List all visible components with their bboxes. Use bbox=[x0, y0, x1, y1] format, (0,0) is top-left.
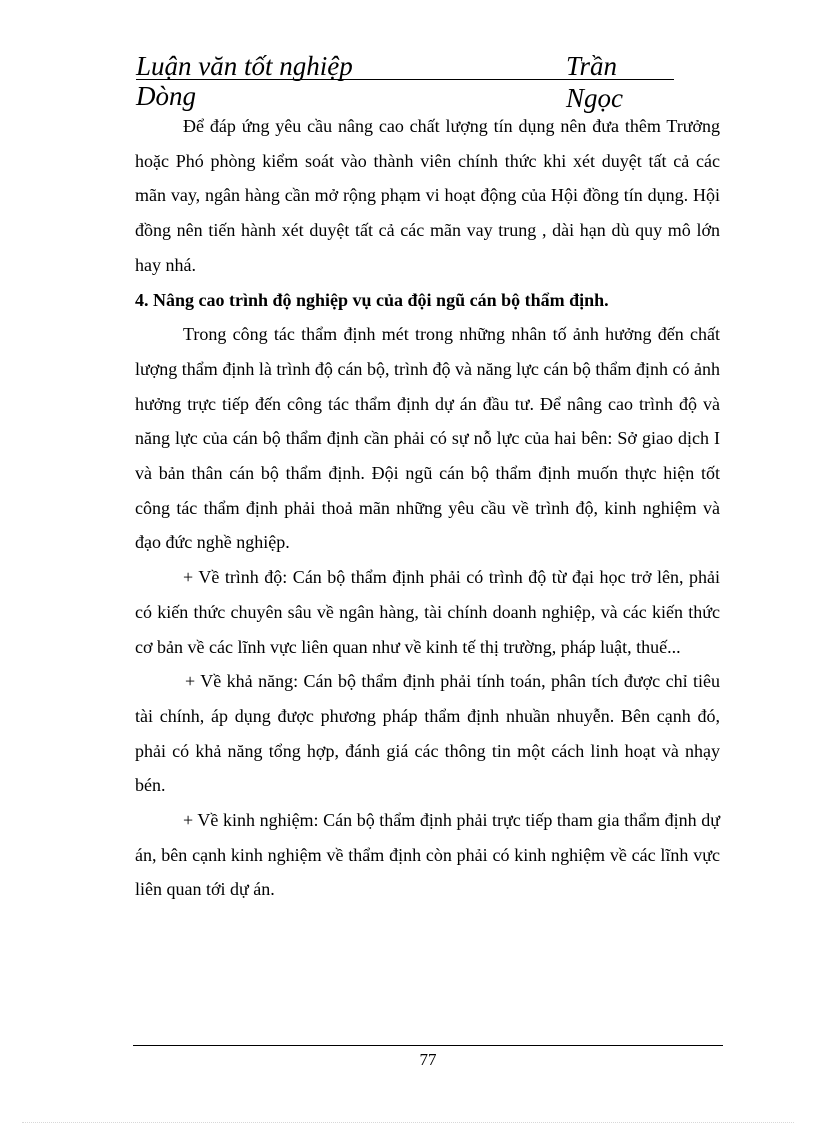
paragraph-ability: + Về khả năng: Cán bộ thẩm định phải tính toán, phân tích được chỉ tiêu tài chính, áp dụng được phương pháp thẩm định nhuần nhuyễn. Bên cạnh đó, phải có khả năng tổng hợp, đánh giá các thông tin một cách linh hoạt và nhạy bén. bbox=[135, 671, 720, 796]
document-body bbox=[135, 109, 720, 907]
page-number: 77 bbox=[419, 1050, 437, 1069]
header-rule bbox=[136, 79, 674, 80]
author-name-last: Dòng bbox=[136, 81, 196, 111]
thesis-title: Luận văn tốt nghiệp bbox=[136, 51, 353, 81]
paragraph-appraisal-staff: Trong công tác thẩm định mét trong những nhân tố ảnh hưởng đến chất lượng thẩm định là trình độ cán bộ, trình độ và năng lực cán bộ thẩm định có ảnh hưởng trực tiếp đến công tác thẩm định dự án đầu tư. Để nâng cao trình độ và năng lực của cán bộ thẩm định cần phải có sự nỗ lực của hai bên: Sở giao dịch I và bản thân cán bộ thẩm định. Đội ngũ cán bộ thẩm định muốn thực hiện tốt công tác thẩm định phải thoả mãn những yêu cầu về trình độ, kinh nghiệm và đạo đức nghề nghiệp. bbox=[135, 324, 720, 553]
page-header bbox=[136, 50, 676, 112]
paragraph-qualification: + Về trình độ: Cán bộ thẩm định phải có trình độ từ đại học trở lên, phải có kiến thức chuyên sâu về ngân hàng, tài chính doanh nghiệp, và các kiến thức cơ bản về các lĩnh vực liên quan như về kinh tế thị trường, pháp luật, thuế... bbox=[135, 567, 720, 657]
section-heading: 4. Nâng cao trình độ nghiệp vụ của đội ngũ cán bộ thẩm định. bbox=[135, 289, 609, 310]
paragraph-experience: + Về kinh nghiệm: Cán bộ thẩm định phải trực tiếp tham gia thẩm định dự án, bên cạnh kinh nghiệm về thẩm định còn phải có kinh nghiệm về các lĩnh vực liên quan tới dự án. bbox=[135, 810, 720, 900]
author-name-first: Trần Ngọc bbox=[566, 51, 623, 113]
paragraph-credit-council: Để đáp ứng yêu cầu nâng cao chất lượng tín dụng nên đưa thêm Trưởng hoặc Phó phòng kiểm soát vào thành viên chính thức khi xét duyệt tất cả các mãn vay, ngân hàng cần mở rộng phạm vi hoạt động của Hội đồng tín dụng. Hội đồng nên tiến hành xét duyệt tất cả các mãn vay trung , dài hạn dù quy mô lớn hay nhá. bbox=[135, 116, 720, 275]
footer-rule bbox=[133, 1045, 723, 1046]
